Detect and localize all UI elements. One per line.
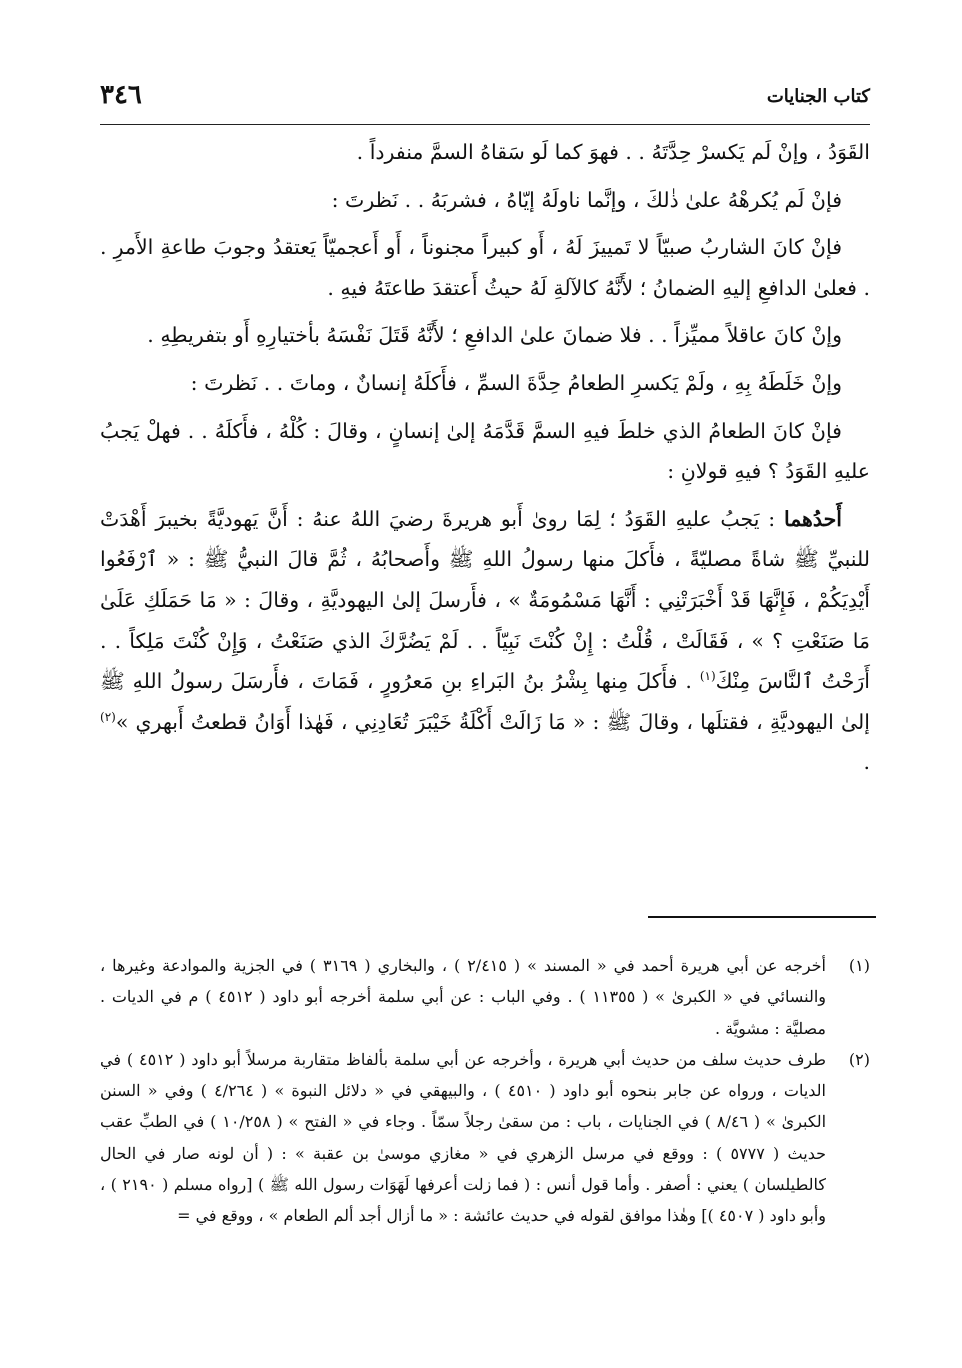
- paragraph-2: فإنْ لَم يُكرهْهُ علىٰ ذٰلكَ ، وإنَّما ناولَهُ إيّاهُ ، فشربَهُ . . نَظرتَ :: [331, 187, 842, 212]
- footnote-1: [100, 950, 870, 1044]
- paragraph-4: وإنْ كانَ عاقلاً مميِّزاً . . فلا ضمانَ علىٰ الدافعِ ؛ لأَنَّهُ قَتَلَ نَفْسَهُ بأختيارِهِ أَو بتفريطِهِ .: [147, 323, 842, 348]
- footnote-ref-1[interactable]: (١): [699, 669, 716, 684]
- footnote-number: (١): [848, 956, 870, 975]
- footnote-rule: [648, 916, 876, 918]
- paragraph-3: فإنْ كانَ الشاربُ صبيّاً لا تَمييزَ لَهُ ، أَو كبيراً مجنوناً ، أَو أَعجميّاً يَعتقدُ وجوبَ طاعةِ الأَمرِ . . فعلىٰ الدافعِ إليهِ الضمانُ ؛ لأَنَّهُ كالآلةِ لَهُ حيثُ أَعتقدَ طاعتَهُ فيهِ .: [100, 235, 870, 300]
- main-text: [100, 132, 870, 790]
- paragraph-5: وإنْ خَلَطَهُ بِهِ ، ولَمْ يَكسرِ الطعامُ حِدَّةَ السمِّ ، فأَكلَهُ إنسانٌ ، وماتَ . . نَظرتَ :: [190, 370, 842, 395]
- footnote-text: طرف حديث سلف من حديث أبي هريرة ، وأخرجه عن أبي سلمة بألفاظ متقاربة مرسلاً أبو داود ( ٤٥١٢ ) في الديات ، ورواه عن جابر بنحوه أبو داود ( ٤٥١٠ ) ، والبيهقي في « دلائل النبوة » ( ٤/٢٦٤ ) وفي « السنن الكبرىٰ » ( ٨/٤٦ ) في الجنايات ، باب : من سقىٰ رجلاً سمّاً . وجاء في « الفتح » ( ١٠/٢٥٨ ) في الطبِّ عقب حديث ( ٥٧٧٧ ) : ووقع في مرسل الزهري في « مغازي موسىٰ بن عقبة » : ( أن لونه صار في الحال كالطيلسان ) يعني : أصفر . وأما قول أنس : ( فما زلت أعرفها لَهَوَات رسول الله ﷺ ) [رواه مسلم ( ٢١٩٠ ) ، وأبو داود ( ٤٥٠٧ )] وهٰذا موافق لقوله في حديث عائشة : « ما أزال أجد ألم الطعام » ، ووقع في =: [100, 1049, 827, 1226]
- page-number: ٣٤٦: [100, 80, 142, 110]
- paragraph-1: القَوَدُ ، وإنْ لَم يَكسرْ حِدَّتَهُ . . فهوَ كما لَو سَقاهُ السمَّ منفرداً .: [356, 140, 870, 164]
- running-title: كتاب الجنايات: [766, 86, 870, 107]
- footnotes: [100, 950, 870, 1232]
- paragraph-7-part-a: : يَجبُ عليهِ القَوَدُ ؛ لِمَا روىٰ أَبو هريرةَ رضيَ اللهُ عنهُ : أَنَّ يَهوديَّةً بخيبرَ أَهْدَتْ للنبيِّ ﷺ شاةً مصليّةً ، فأَكلَ منها رسولُ اللهِ ﷺ وأَصحابُهُ ، ثُمَّ قالَ النبيُّ ﷺ : « ٱرْفَعُوا أَيْدِيَكُمْ ، فَإِنَّهَا قَدْ أَخْبَرَتْنِي : أَنَّهَا مَسْمُومَةٌ » ، فأَرسلَ إلىٰ اليهوديَّةِ ، وقالَ : « مَا حَمَلَكِ عَلَىٰ مَا صَنَعْتِ ؟ » ، فَقَالَتْ ، قُلْتُ : إِنْ كُنْتَ نَبِيّاً . . لَمْ يَضُرَّكَ الذي صَنَعْتُ ، وَإِنْ كُنْتَ مَلِكاً . . أَرَحْتُ ٱلنَّاسَ مِنْكَ: [100, 506, 870, 694]
- paragraph-6: فإنْ كانَ الطعامُ الذي خلطَ فيهِ السمَّ قَدَّمَهُ إلىٰ إنسانٍ ، وقالَ : كُلْهُ ، فأَكلَهُ . . فهلْ يَجبُ عليهِ القَوَدُ ؟ فيهِ قولانِ :: [100, 418, 870, 484]
- header-rule: [100, 124, 870, 125]
- footnote-text: أخرجه عن أبي هريرة أحمد في « المسند » ( ٢/٤١٥ ) ، والبخاري ( ٣١٦٩ ) في الجزية والموادعة وغيرها ، والنسائي في « الكبرىٰ » ( ١١٣٥٥ ) . وفي الباب : عن أبي سلمة أخرجه أبو داود ( ٤٥١٢ ) م في الديات . مصليَّة : مشويَّة .: [100, 956, 827, 1038]
- paragraph-7-part-c: .: [863, 750, 870, 775]
- footnote-ref-2[interactable]: (٢): [100, 709, 116, 724]
- footnote-2: [100, 1044, 870, 1232]
- paragraph-lead-word: أَحدُهما: [783, 506, 842, 531]
- paragraph-7: [100, 499, 870, 783]
- footnote-number: (٢): [848, 1049, 870, 1069]
- paragraph-7-part-b: . فأَكلَ مِنها بِشْرُ بنُ البَراءِ بنِ مَعرُورٍ ، فَمَاتَ ، فأَرسَلَ رسولُ اللهِ ﷺ إلىٰ اليهوديَّةِ ، فقتلَها ، وقالَ ﷺ : « مَا زَالَتْ أَكْلَةُ خَيْبَرَ تُعَادِنِي ، فَهٰذا أَوَانُ قطعتُ أَبهري »: [100, 669, 870, 734]
- page-header: [100, 80, 870, 118]
